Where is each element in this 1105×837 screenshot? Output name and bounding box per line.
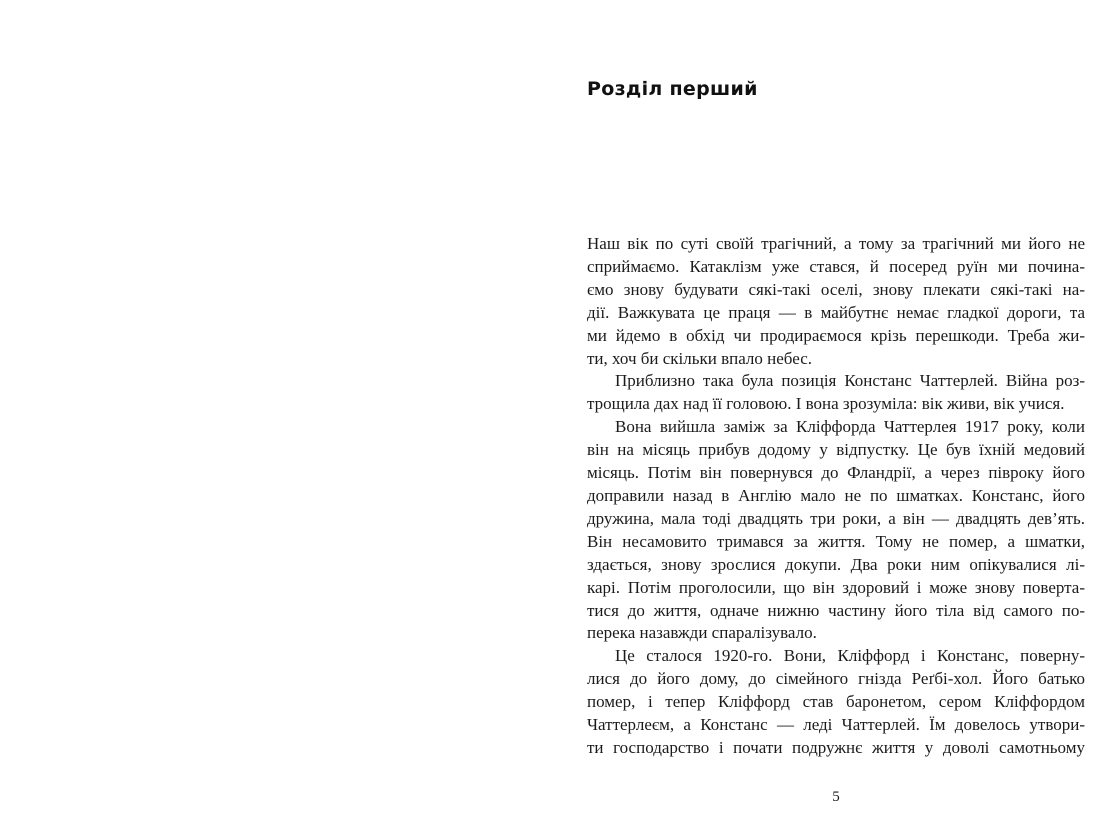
paragraph	[587, 645, 1085, 760]
text-line: ємо знову будувати сякі-такі оселі, знову плекати сякі-такі на-	[587, 279, 1085, 299]
text-line: дії. Важкувата це праця — в майбутнє немає гладкої дороги, та	[587, 302, 1085, 322]
paragraph	[587, 370, 1085, 416]
paragraph	[587, 233, 1085, 370]
paragraph	[587, 416, 1085, 645]
text-line: він на місяць прибув додому у відпустку. Це був їхній медовий	[587, 440, 1085, 460]
text-line: Чаттерлеєм, а Констанс — леді Чаттерлей. Їм довелось утвори-	[587, 715, 1085, 735]
text-line: дружина, мала тоді двадцять три роки, а він — двадцять дев’ять.	[587, 508, 1085, 528]
text-line: ти господарство і почати подружнє життя у доволі самотньому	[587, 737, 1085, 757]
chapter-heading: Розділ перший	[587, 78, 758, 100]
text-line: Приблизно така була позиція Констанс Чаттерлей. Війна роз-	[615, 371, 1085, 391]
text-line: перека назавжди спаралізувало.	[587, 623, 817, 643]
text-line: здається, знову зрослися докупи. Два роки ним опікувалися лі-	[587, 554, 1085, 574]
page-number: 5	[832, 789, 840, 805]
text-column	[587, 78, 1085, 760]
text-line: Наш вік по суті своїй трагічний, а тому за трагічний ми його не	[587, 234, 1085, 253]
text-line: карі. Потім проголосили, що він здоровий і може знову поверта-	[587, 577, 1085, 597]
text-line: помер, і тепер Кліффорд став баронетом, сером Кліффордом	[587, 692, 1085, 712]
text-line: Вона вийшла заміж за Кліффорда Чаттерлея 1917 року, коли	[615, 417, 1085, 437]
text-line: сприймаємо. Катаклізм уже стався, й посеред руїн ми почина-	[587, 256, 1085, 276]
text-line: тися до життя, одначе нижню частину його тіла від самого по-	[587, 600, 1085, 620]
text-line: місяць. Потім він повернувся до Фландрії, а через півроку його	[587, 463, 1085, 483]
text-line: Він несамовито тримався за життя. Тому не помер, а шматки,	[587, 531, 1085, 551]
text-line: доправили назад в Англію мало не по шматках. Констанс, його	[587, 485, 1085, 505]
text-line: ми йдемо в обхід чи продираємося крізь перешкоди. Треба жи-	[587, 325, 1085, 345]
text-line: лися до його дому, до сімейного гнізда Реґбі-хол. Його батько	[587, 669, 1085, 689]
text-line: Це сталося 1920-го. Вони, Кліффорд і Констанс, поверну-	[615, 646, 1085, 666]
text-line: трощила дах над її головою. І вона зрозуміла: вік живи, вік учися.	[587, 394, 1065, 414]
body-text	[587, 233, 1085, 760]
text-line: ти, хоч би скільки впало небес.	[587, 348, 812, 368]
